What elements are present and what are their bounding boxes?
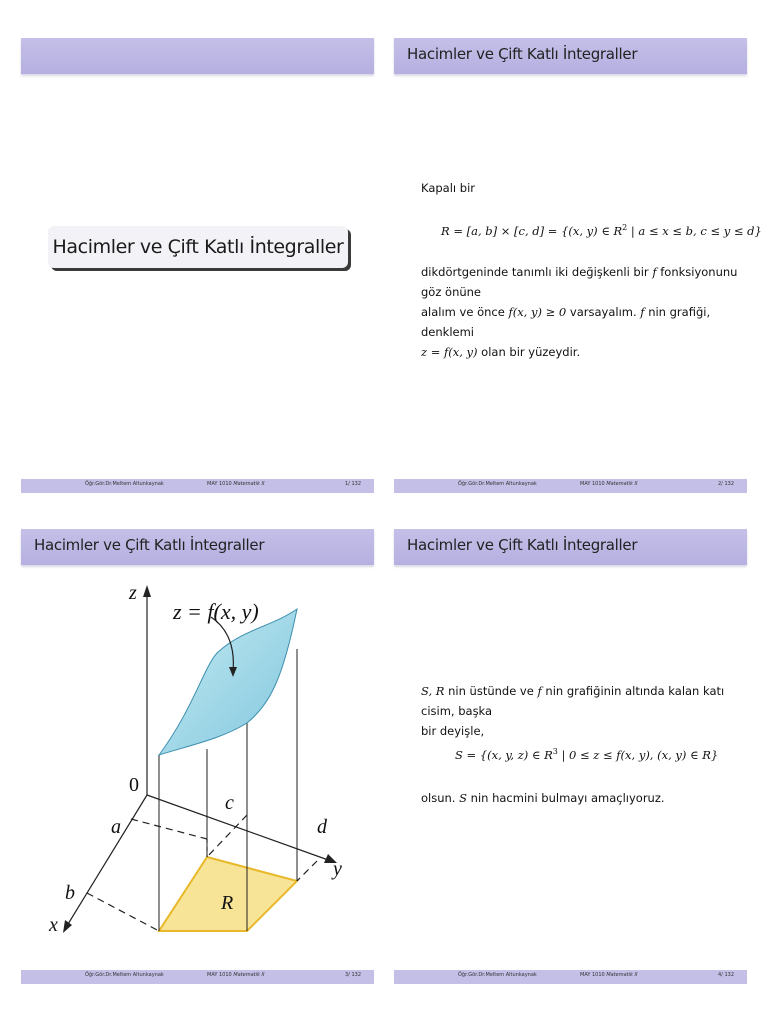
math-inline: f(x, y) ≥ 0 xyxy=(508,305,567,319)
para-line-1 xyxy=(421,681,746,721)
footer-page: 4/ 132 xyxy=(718,972,734,978)
text: dikdörtgeninde tanımlı iki değişkenli bir xyxy=(421,265,653,279)
intro-text: Kapalı bir xyxy=(421,181,476,195)
y-axis xyxy=(147,795,331,861)
x-axis-label: x xyxy=(49,914,58,936)
para-line-2 xyxy=(421,302,746,342)
definition-paragraph xyxy=(421,262,746,362)
math-inline: f xyxy=(537,684,542,698)
para-line-3 xyxy=(421,342,746,362)
text: nin üstünde ve xyxy=(444,684,538,698)
c-label: c xyxy=(225,792,234,814)
solid-definition-paragraph xyxy=(421,681,746,741)
equation-lhs: R = [a, b] × [c, d] = {(x, y) ∈ R xyxy=(441,223,623,238)
text: alalım ve önce xyxy=(421,305,509,319)
dashed-line xyxy=(297,861,317,881)
footer-course xyxy=(207,972,264,978)
text: nin hacmini bulmayı amaçlıyoruz. xyxy=(467,791,665,805)
slide-footer xyxy=(21,970,374,984)
math-inline: f xyxy=(640,305,645,319)
dashed-line xyxy=(207,815,247,857)
slide-1 xyxy=(21,38,374,495)
text: fonksiyonunu göz önüne xyxy=(421,265,738,299)
slide-header-title: Hacimler ve Çift Katlı İntegraller xyxy=(407,536,638,554)
x-arrow xyxy=(63,920,72,933)
title-box xyxy=(48,226,348,268)
footer-course-name: Matematik II xyxy=(233,972,265,978)
text: nin grafiği, denklemi xyxy=(421,305,711,339)
y-axis-label: y xyxy=(333,858,342,880)
text: varsayalım. xyxy=(566,305,641,319)
text: olsun. xyxy=(421,791,460,805)
math-inline: f xyxy=(652,265,657,279)
math-inline: z = f(x, y) xyxy=(421,345,478,359)
text: nin grafiğinin altında kalan katı cisim, başka xyxy=(421,684,725,718)
slide-header-title: Hacimler ve Çift Katlı İntegraller xyxy=(34,536,265,554)
b-label: b xyxy=(65,882,75,904)
slide-header xyxy=(21,529,374,565)
text: olan bir yüzeydir. xyxy=(477,345,581,359)
equation-rhs: | 0 ≤ z ≤ f(x, y), (x, y) ∈ R} xyxy=(557,747,719,762)
origin-label: 0 xyxy=(129,774,139,796)
a-label: a xyxy=(111,816,121,838)
footer-course-name: Matematik II xyxy=(606,481,638,487)
z-axis-label: z xyxy=(129,582,137,604)
footer-author: Öğr.Gör.Dr.Meltem Altunkaynak xyxy=(85,481,164,487)
footer-course xyxy=(580,481,637,487)
region-label: R xyxy=(221,892,234,914)
slide-header xyxy=(21,38,374,74)
slide-title: Hacimler ve Çift Katlı İntegraller xyxy=(52,236,344,258)
slide-header-title: Hacimler ve Çift Katlı İntegraller xyxy=(407,45,638,63)
footer-course xyxy=(580,972,637,978)
footer-course-code: MAY 1010 xyxy=(207,481,232,487)
footer-page: 2/ 132 xyxy=(718,481,734,487)
equation-sup: 2 xyxy=(622,223,628,232)
footer-course-name: Matematik II xyxy=(606,972,638,978)
dashed-line xyxy=(87,893,159,931)
footer-author: Öğr.Gör.Dr.Meltem Altunkaynak xyxy=(458,972,537,978)
surface-label: z = f(x, y) xyxy=(173,599,259,624)
equation-lhs: S = {(x, y, z) ∈ R xyxy=(455,747,553,762)
footer-course-code: MAY 1010 xyxy=(580,481,605,487)
equation-r xyxy=(441,223,762,238)
footer-page: 1/ 132 xyxy=(345,481,361,487)
equation-s xyxy=(455,747,718,762)
math-inline: S xyxy=(459,791,468,805)
volume-figure xyxy=(21,569,374,969)
equation-rhs: | a ≤ x ≤ b, c ≤ y ≤ d} xyxy=(627,223,762,238)
slide-2 xyxy=(394,38,762,495)
slide-4 xyxy=(394,529,747,986)
surface xyxy=(159,609,297,755)
slide-footer xyxy=(21,479,374,493)
goal-paragraph xyxy=(421,788,746,808)
d-label: d xyxy=(317,816,327,838)
para-line-1 xyxy=(421,262,746,302)
dashed-line xyxy=(131,819,207,839)
footer-author: Öğr.Gör.Dr.Meltem Altunkaynak xyxy=(458,481,537,487)
z-arrow xyxy=(143,585,151,597)
footer-page: 3/ 132 xyxy=(345,972,361,978)
footer-author: Öğr.Gör.Dr.Meltem Altunkaynak xyxy=(85,972,164,978)
footer-course-code: MAY 1010 xyxy=(580,972,605,978)
para-line-2: bir deyişle, xyxy=(421,724,485,738)
slide-footer xyxy=(394,970,747,984)
slide-footer xyxy=(394,479,747,493)
x-axis xyxy=(65,795,147,929)
footer-course-name: Matematik II xyxy=(233,481,265,487)
footer-course xyxy=(207,481,264,487)
slide-header xyxy=(394,529,747,565)
equation-sup: 3 xyxy=(552,747,558,756)
footer-course-code: MAY 1010 xyxy=(207,972,232,978)
slide-header xyxy=(394,38,747,74)
slide-3 xyxy=(21,529,374,986)
math-inline: S, R xyxy=(421,684,445,698)
